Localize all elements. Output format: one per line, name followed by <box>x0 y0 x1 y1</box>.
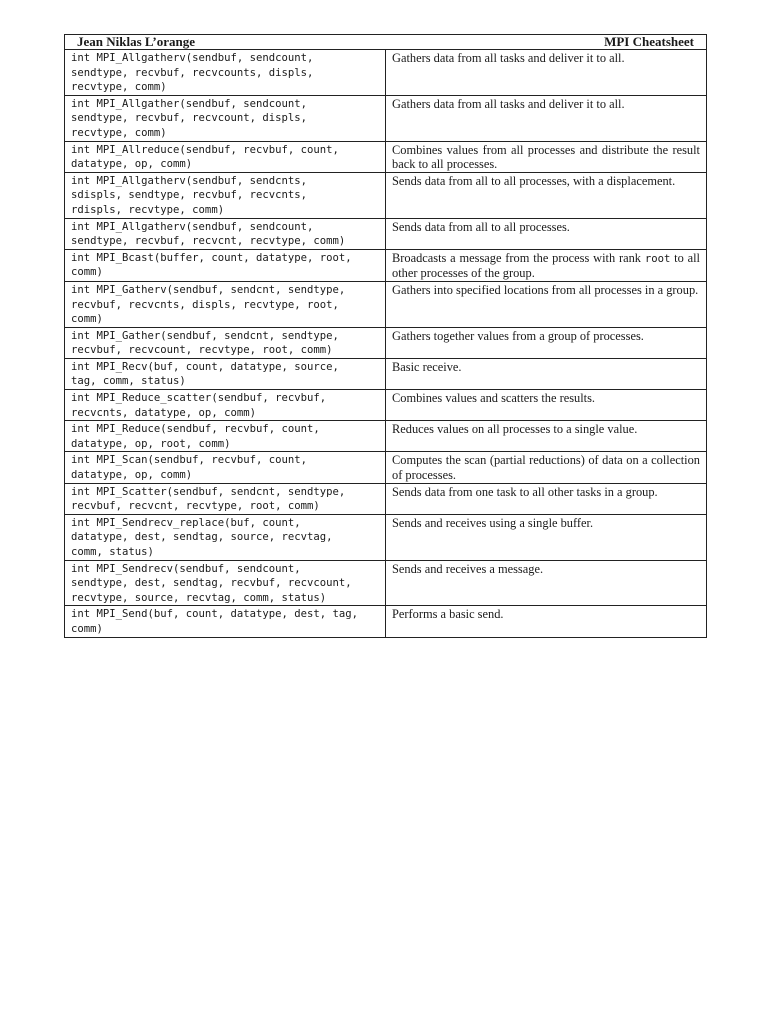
function-signature: int MPI_Scatter(sendbuf, sendcnt, sendtype, recvbuf, recvcnt, recvtype, root, comm) <box>65 483 386 514</box>
table-row <box>65 218 707 249</box>
function-signature: int MPI_Reduce(sendbuf, recvbuf, count, datatype, op, root, comm) <box>65 421 386 452</box>
table-row <box>65 281 707 327</box>
function-signature: int MPI_Scan(sendbuf, recvbuf, count, datatype, op, comm) <box>65 452 386 483</box>
function-description: Performs a basic send. <box>386 606 707 637</box>
table-row <box>65 327 707 358</box>
function-signature: int MPI_Allgatherv(sendbuf, sendcount, sendtype, recvbuf, recvcnt, recvtype, comm) <box>65 218 386 249</box>
function-description: Gathers data from all tasks and deliver it to all. <box>386 50 707 96</box>
author-name: Jean Niklas L’orange <box>77 34 195 49</box>
cheatsheet-table <box>64 34 707 638</box>
table-row <box>65 249 707 281</box>
table-row <box>65 390 707 421</box>
function-description: Gathers together values from a group of processes. <box>386 327 707 358</box>
description-text: Broadcasts a message from the process with rank <box>392 250 645 265</box>
function-description: Combines values from all processes and distribute the result back to all processes. <box>386 141 707 172</box>
table-row <box>65 141 707 172</box>
table-row <box>65 483 707 514</box>
function-signature: int MPI_Allgatherv(sendbuf, sendcnts, sdispls, sendtype, recvbuf, recvcnts, rdispls, recvtype, comm) <box>65 172 386 218</box>
sheet-title: MPI Cheatsheet <box>604 34 694 49</box>
function-description: Gathers into specified locations from all processes in a group. <box>386 281 707 327</box>
function-signature: int MPI_Gatherv(sendbuf, sendcnt, sendtype, recvbuf, recvcnts, displs, recvtype, root, comm) <box>65 281 386 327</box>
header-cell <box>65 35 707 50</box>
table-row <box>65 172 707 218</box>
function-description: Sends and receives a message. <box>386 560 707 606</box>
header-row <box>65 35 707 50</box>
table-row <box>65 606 707 637</box>
function-description: Combines values and scatters the results. <box>386 390 707 421</box>
function-signature: int MPI_Allreduce(sendbuf, recvbuf, count, datatype, op, comm) <box>65 141 386 172</box>
function-description: Gathers data from all tasks and deliver it to all. <box>386 95 707 141</box>
function-description: Basic receive. <box>386 358 707 389</box>
description-code: root <box>644 252 671 265</box>
function-description: Sends data from one task to all other tasks in a group. <box>386 483 707 514</box>
function-description: Sends data from all to all processes. <box>386 218 707 249</box>
function-signature: int MPI_Sendrecv(sendbuf, sendcount, sendtype, dest, sendtag, recvbuf, recvcount, recvtype, source, recvtag, comm, status) <box>65 560 386 606</box>
function-description: Computes the scan (partial reductions) of data on a collection of processes. <box>386 452 707 483</box>
table-row <box>65 560 707 606</box>
function-signature: int MPI_Allgather(sendbuf, sendcount, sendtype, recvbuf, recvcount, displs, recvtype, comm) <box>65 95 386 141</box>
table-row <box>65 514 707 560</box>
function-signature: int MPI_Sendrecv_replace(buf, count, datatype, dest, sendtag, source, recvtag, comm, status) <box>65 514 386 560</box>
description-text: to all other processes of the group. <box>392 250 701 281</box>
table-row <box>65 358 707 389</box>
function-description: Reduces values on all processes to a single value. <box>386 421 707 452</box>
function-signature: int MPI_Recv(buf, count, datatype, source, tag, comm, status) <box>65 358 386 389</box>
function-signature: int MPI_Bcast(buffer, count, datatype, root, comm) <box>65 249 386 281</box>
table-row <box>65 50 707 96</box>
function-description: Sends and receives using a single buffer. <box>386 514 707 560</box>
function-signature: int MPI_Allgatherv(sendbuf, sendcount, sendtype, recvbuf, recvcounts, displs, recvtype, comm) <box>65 50 386 96</box>
table-row <box>65 421 707 452</box>
function-description <box>386 249 707 281</box>
table-row <box>65 452 707 483</box>
function-signature: int MPI_Gather(sendbuf, sendcnt, sendtype, recvbuf, recvcount, recvtype, root, comm) <box>65 327 386 358</box>
function-description: Sends data from all to all processes, with a displacement. <box>386 172 707 218</box>
function-signature: int MPI_Send(buf, count, datatype, dest, tag, comm) <box>65 606 386 637</box>
table-row <box>65 95 707 141</box>
function-signature: int MPI_Reduce_scatter(sendbuf, recvbuf, recvcnts, datatype, op, comm) <box>65 390 386 421</box>
